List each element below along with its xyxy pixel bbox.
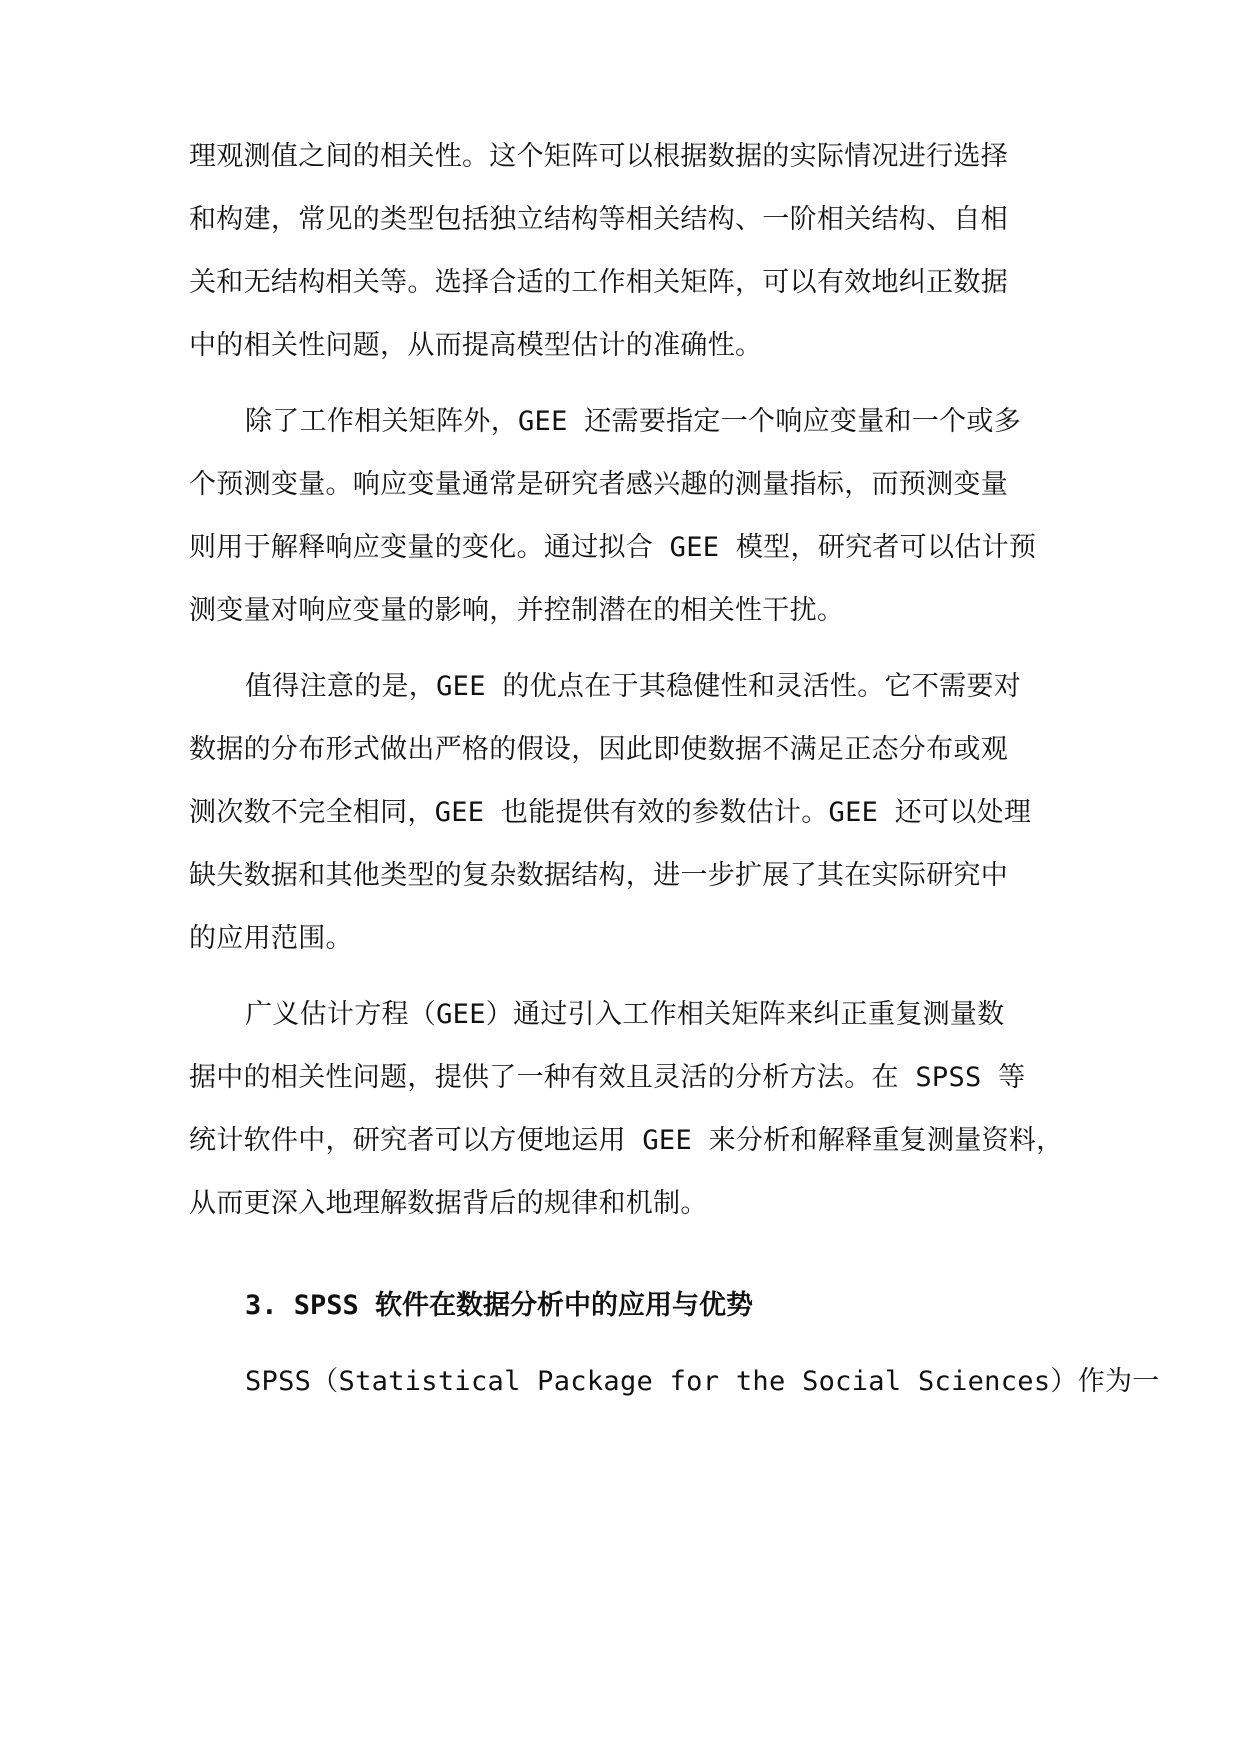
paragraph-3-line-5: 的应用范围。 [189,923,353,954]
paragraph-3-line-1: 值得注意的是，GEE 的优点在于其稳健性和灵活性。它不需要对 [245,671,1022,702]
paragraph-4-line-4: 从而更深入地理解数据背后的规律和机制。 [189,1188,708,1219]
paragraph-1-line-1: 理观测值之间的相关性。这个矩阵可以根据数据的实际情况进行选择 [189,141,1008,172]
paragraph-3-line-3: 测次数不完全相同，GEE 也能提供有效的参数估计。GEE 还可以处理 [189,797,1032,828]
paragraph-4-line-3: 统计软件中，研究者可以方便地运用 GEE 来分析和解释重复测量资料， [189,1125,1064,1156]
paragraph-3-line-4: 缺失数据和其他类型的复杂数据结构，进一步扩展了其在实际研究中 [189,860,1008,891]
paragraph-5-line-1: SPSS（Statistical Package for the Social Sciences）作为一 [245,1366,1160,1397]
paragraph-4-line-1: 广义估计方程（GEE）通过引入工作相关矩阵来纠正重复测量数 [245,999,1005,1030]
section-heading: 3. SPSS 软件在数据分析中的应用与优势 [245,1290,754,1321]
paragraph-2-line-2: 个预测变量。响应变量通常是研究者感兴趣的测量指标，而预测变量 [189,469,1008,500]
paragraph-4-line-2: 据中的相关性问题，提供了一种有效且灵活的分析方法。在 SPSS 等 [189,1062,1026,1093]
paragraph-1-line-2: 和构建，常见的类型包括独立结构等相关结构、一阶相关结构、自相 [189,204,1008,235]
paragraph-3-line-2: 数据的分布形式做出严格的假设，因此即使数据不满足正态分布或观 [189,734,1008,765]
paragraph-1-line-4: 中的相关性问题，从而提高模型估计的准确性。 [189,330,763,361]
paragraph-2-line-3: 则用于解释响应变量的变化。通过拟合 GEE 模型，研究者可以估计预 [189,532,1037,563]
paragraph-2-line-4: 测变量对响应变量的影响，并控制潜在的相关性干扰。 [189,595,845,626]
paragraph-2-line-1: 除了工作相关矩阵外，GEE 还需要指定一个响应变量和一个或多 [245,406,1022,437]
paragraph-1-line-3: 关和无结构相关等。选择合适的工作相关矩阵，可以有效地纠正数据 [189,267,1008,298]
